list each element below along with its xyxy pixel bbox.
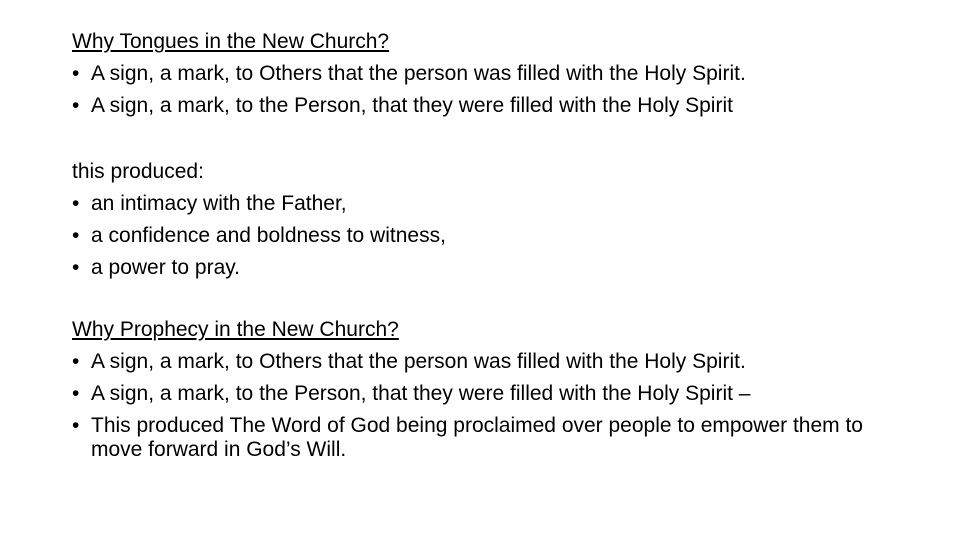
list-item-text: This produced The Word of God being proclaimed over people to empower them to move forward in God’s Will. — [91, 414, 863, 461]
list-item — [72, 378, 902, 410]
list-item-text: A sign, a mark, to the Person, that they were filled with the Holy Spirit – — [91, 382, 751, 405]
bullet-icon: • — [72, 414, 80, 437]
bullet-icon: • — [72, 94, 80, 117]
list-item — [72, 220, 902, 252]
list-item-text: A sign, a mark, to the Person, that they were filled with the Holy Spirit — [91, 94, 733, 117]
bullet-icon: • — [72, 256, 80, 279]
slide-content — [72, 26, 902, 462]
list-item-text: A sign, a mark, to Others that the person was filled with the Holy Spirit. — [91, 62, 746, 85]
bullet-icon: • — [72, 224, 80, 247]
list-item — [72, 252, 902, 284]
list-item — [72, 410, 902, 462]
produced-section — [72, 156, 902, 284]
produced-heading: this produced: — [72, 160, 204, 183]
tongues-heading: Why Tongues in the New Church? — [72, 30, 390, 53]
bullet-icon: • — [72, 192, 80, 215]
bullet-icon: • — [72, 62, 80, 85]
bullet-icon: • — [72, 350, 80, 373]
list-item — [72, 188, 902, 220]
produced-list — [72, 188, 902, 284]
tongues-list — [72, 58, 902, 122]
list-item — [72, 58, 902, 90]
bullet-icon: • — [72, 382, 80, 405]
spacer — [72, 284, 902, 314]
spacer — [72, 122, 902, 156]
prophecy-section — [72, 314, 902, 462]
prophecy-list — [72, 346, 902, 462]
list-item-text: a confidence and boldness to witness, — [91, 224, 446, 247]
list-item-text: an intimacy with the Father, — [91, 192, 347, 215]
list-item — [72, 346, 902, 378]
tongues-section — [72, 26, 902, 122]
list-item-text: A sign, a mark, to Others that the person was filled with the Holy Spirit. — [91, 350, 746, 373]
list-item — [72, 90, 902, 122]
list-item-text: a power to pray. — [91, 256, 241, 279]
prophecy-heading: Why Prophecy in the New Church? — [72, 318, 399, 341]
